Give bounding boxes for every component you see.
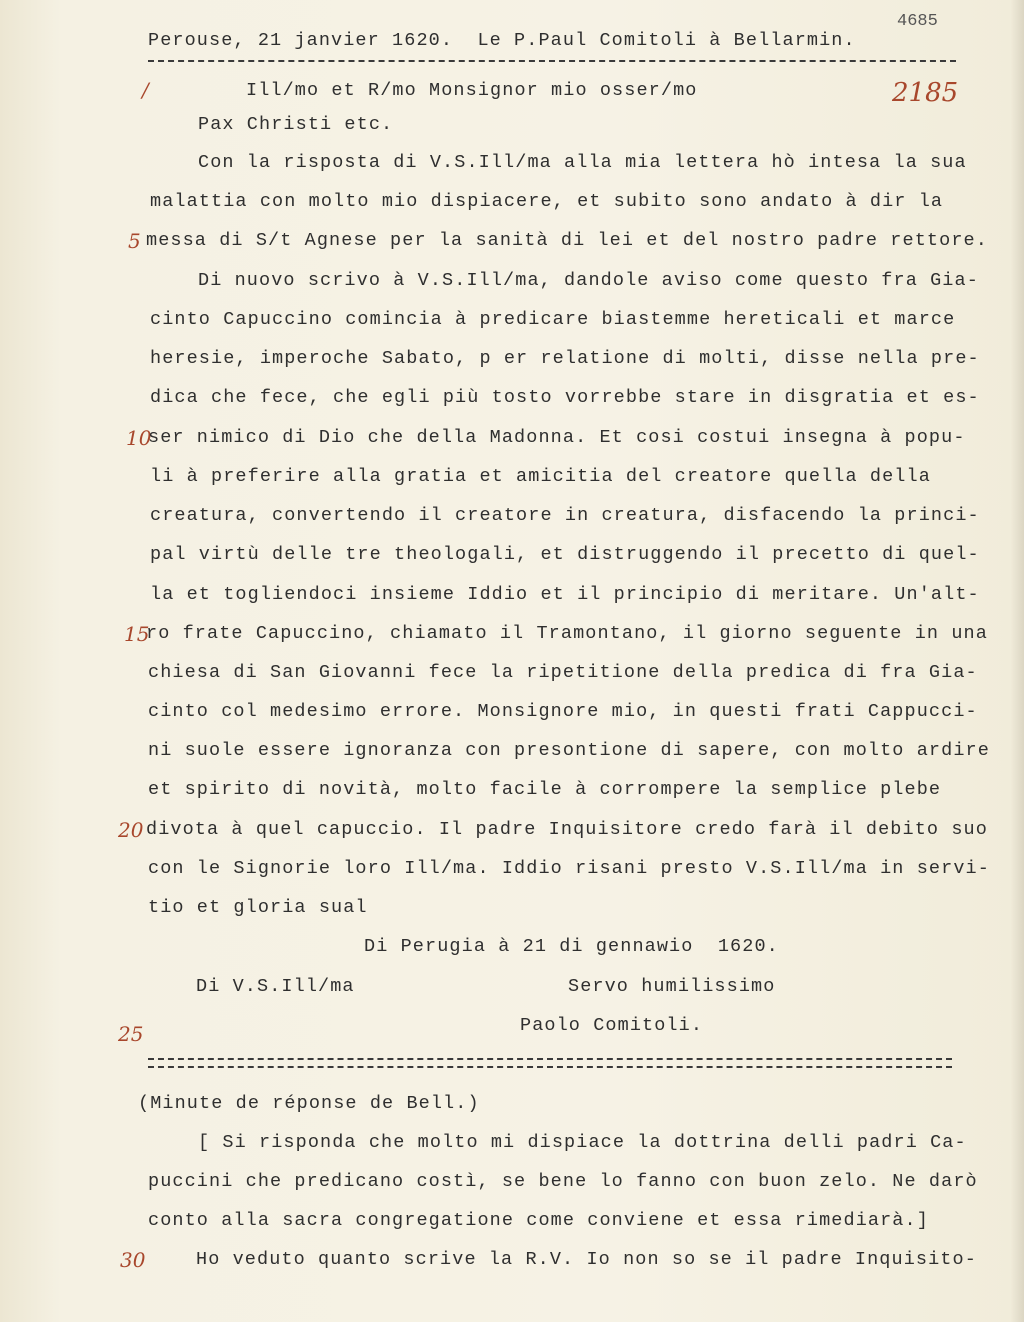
- closing-left: Di V.S.Ill/ma: [196, 976, 355, 997]
- letter-line: pal virtù delle tre theologali, et distruggendo il precetto di quel-: [150, 544, 980, 565]
- response-line: puccini che predicano costì, se bene lo fanno con buon zelo. Ne darò: [148, 1171, 978, 1192]
- letter-line: con le Signorie loro Ill/ma. Iddio risani presto V.S.Ill/ma in servi-: [148, 858, 990, 879]
- letter-line: Di nuovo scrivo à V.S.Ill/ma, dandole aviso come questo fra Gia-: [198, 270, 979, 291]
- letter-line: chiesa di San Giovanni fece la ripetitione della predica di fra Gia-: [148, 662, 978, 683]
- margin-mark-15: 15: [124, 622, 150, 646]
- archive-number: 2185: [892, 78, 959, 108]
- response-heading: (Minute de réponse de Bell.): [138, 1093, 480, 1114]
- document-header: Perouse, 21 janvier 1620. Le P.Paul Comitoli à Bellarmin.: [148, 30, 856, 51]
- signature: Paolo Comitoli.: [520, 1015, 704, 1036]
- letter-line: ser nimico di Dio che della Madonna. Et cosi costui insegna à popu-: [148, 427, 966, 448]
- margin-mark-30: 30: [120, 1248, 146, 1272]
- margin-mark-10: 10: [126, 426, 152, 450]
- header-divider: [148, 60, 956, 62]
- page-number: 4685: [897, 12, 938, 31]
- letter-line: malattia con molto mio dispiacere, et subito sono andato à dir la: [150, 191, 944, 212]
- letter-line: cinto Capuccino comincia à predicare biastemme hereticali et marce: [150, 309, 956, 330]
- response-line: [ Si risponda che molto mi dispiace la dottrina delli padri Ca-: [198, 1132, 967, 1153]
- letter-line: la et togliendoci insieme Iddio et il principio di meritare. Un'alt-: [150, 584, 980, 605]
- letter-line: ro frate Capuccino, chiamato il Tramontano, il giorno seguente in una: [146, 623, 988, 644]
- letter-line: dica che fece, che egli più tosto vorrebbe stare in disgratia et es-: [150, 387, 980, 408]
- letter-line: Con la risposta di V.S.Ill/ma alla mia lettera hò intesa la sua: [198, 152, 967, 173]
- margin-mark-1: /: [142, 78, 149, 102]
- letter-line: messa di S/t Agnese per la sanità di lei et del nostro padre rettore.: [146, 230, 988, 251]
- letter-line: et spirito di novità, molto facile à corrompere la semplice plebe: [148, 779, 942, 800]
- margin-mark-25: 25: [118, 1022, 144, 1046]
- margin-mark-20: 20: [118, 818, 144, 842]
- letter-line: tio et gloria sual: [148, 897, 368, 918]
- letter-line: divota à quel capuccio. Il padre Inquisitore credo farà il debito suo: [146, 819, 988, 840]
- page-edge-shadow: [1010, 0, 1024, 1322]
- margin-mark-5: 5: [128, 229, 141, 253]
- section-divider: [148, 1058, 952, 1068]
- letter-line: heresie, imperoche Sabato, p er relatione di molti, disse nella pre-: [150, 348, 980, 369]
- response-line: Ho veduto quanto scrive la R.V. Io non so se il padre Inquisito-: [196, 1249, 977, 1270]
- letter-line: creatura, convertendo il creatore in creatura, disfacendo la princi-: [150, 505, 980, 526]
- letter-line: ni suole essere ignoranza con presontione di sapere, con molto ardire: [148, 740, 990, 761]
- date-line: Di Perugia à 21 di gennawio 1620.: [364, 936, 779, 957]
- response-line: conto alla sacra congregatione come conviene et essa rimediarà.]: [148, 1210, 929, 1231]
- closing-right: Servo humilissimo: [568, 976, 776, 997]
- greeting: Pax Christi etc.: [198, 114, 394, 135]
- letter-line: li à preferire alla gratia et amicitia del creatore quella della: [150, 466, 931, 487]
- letter-line: cinto col medesimo errore. Monsignore mio, in questi frati Cappucci-: [148, 701, 978, 722]
- salutation: Ill/mo et R/mo Monsignor mio osser/mo: [246, 80, 698, 101]
